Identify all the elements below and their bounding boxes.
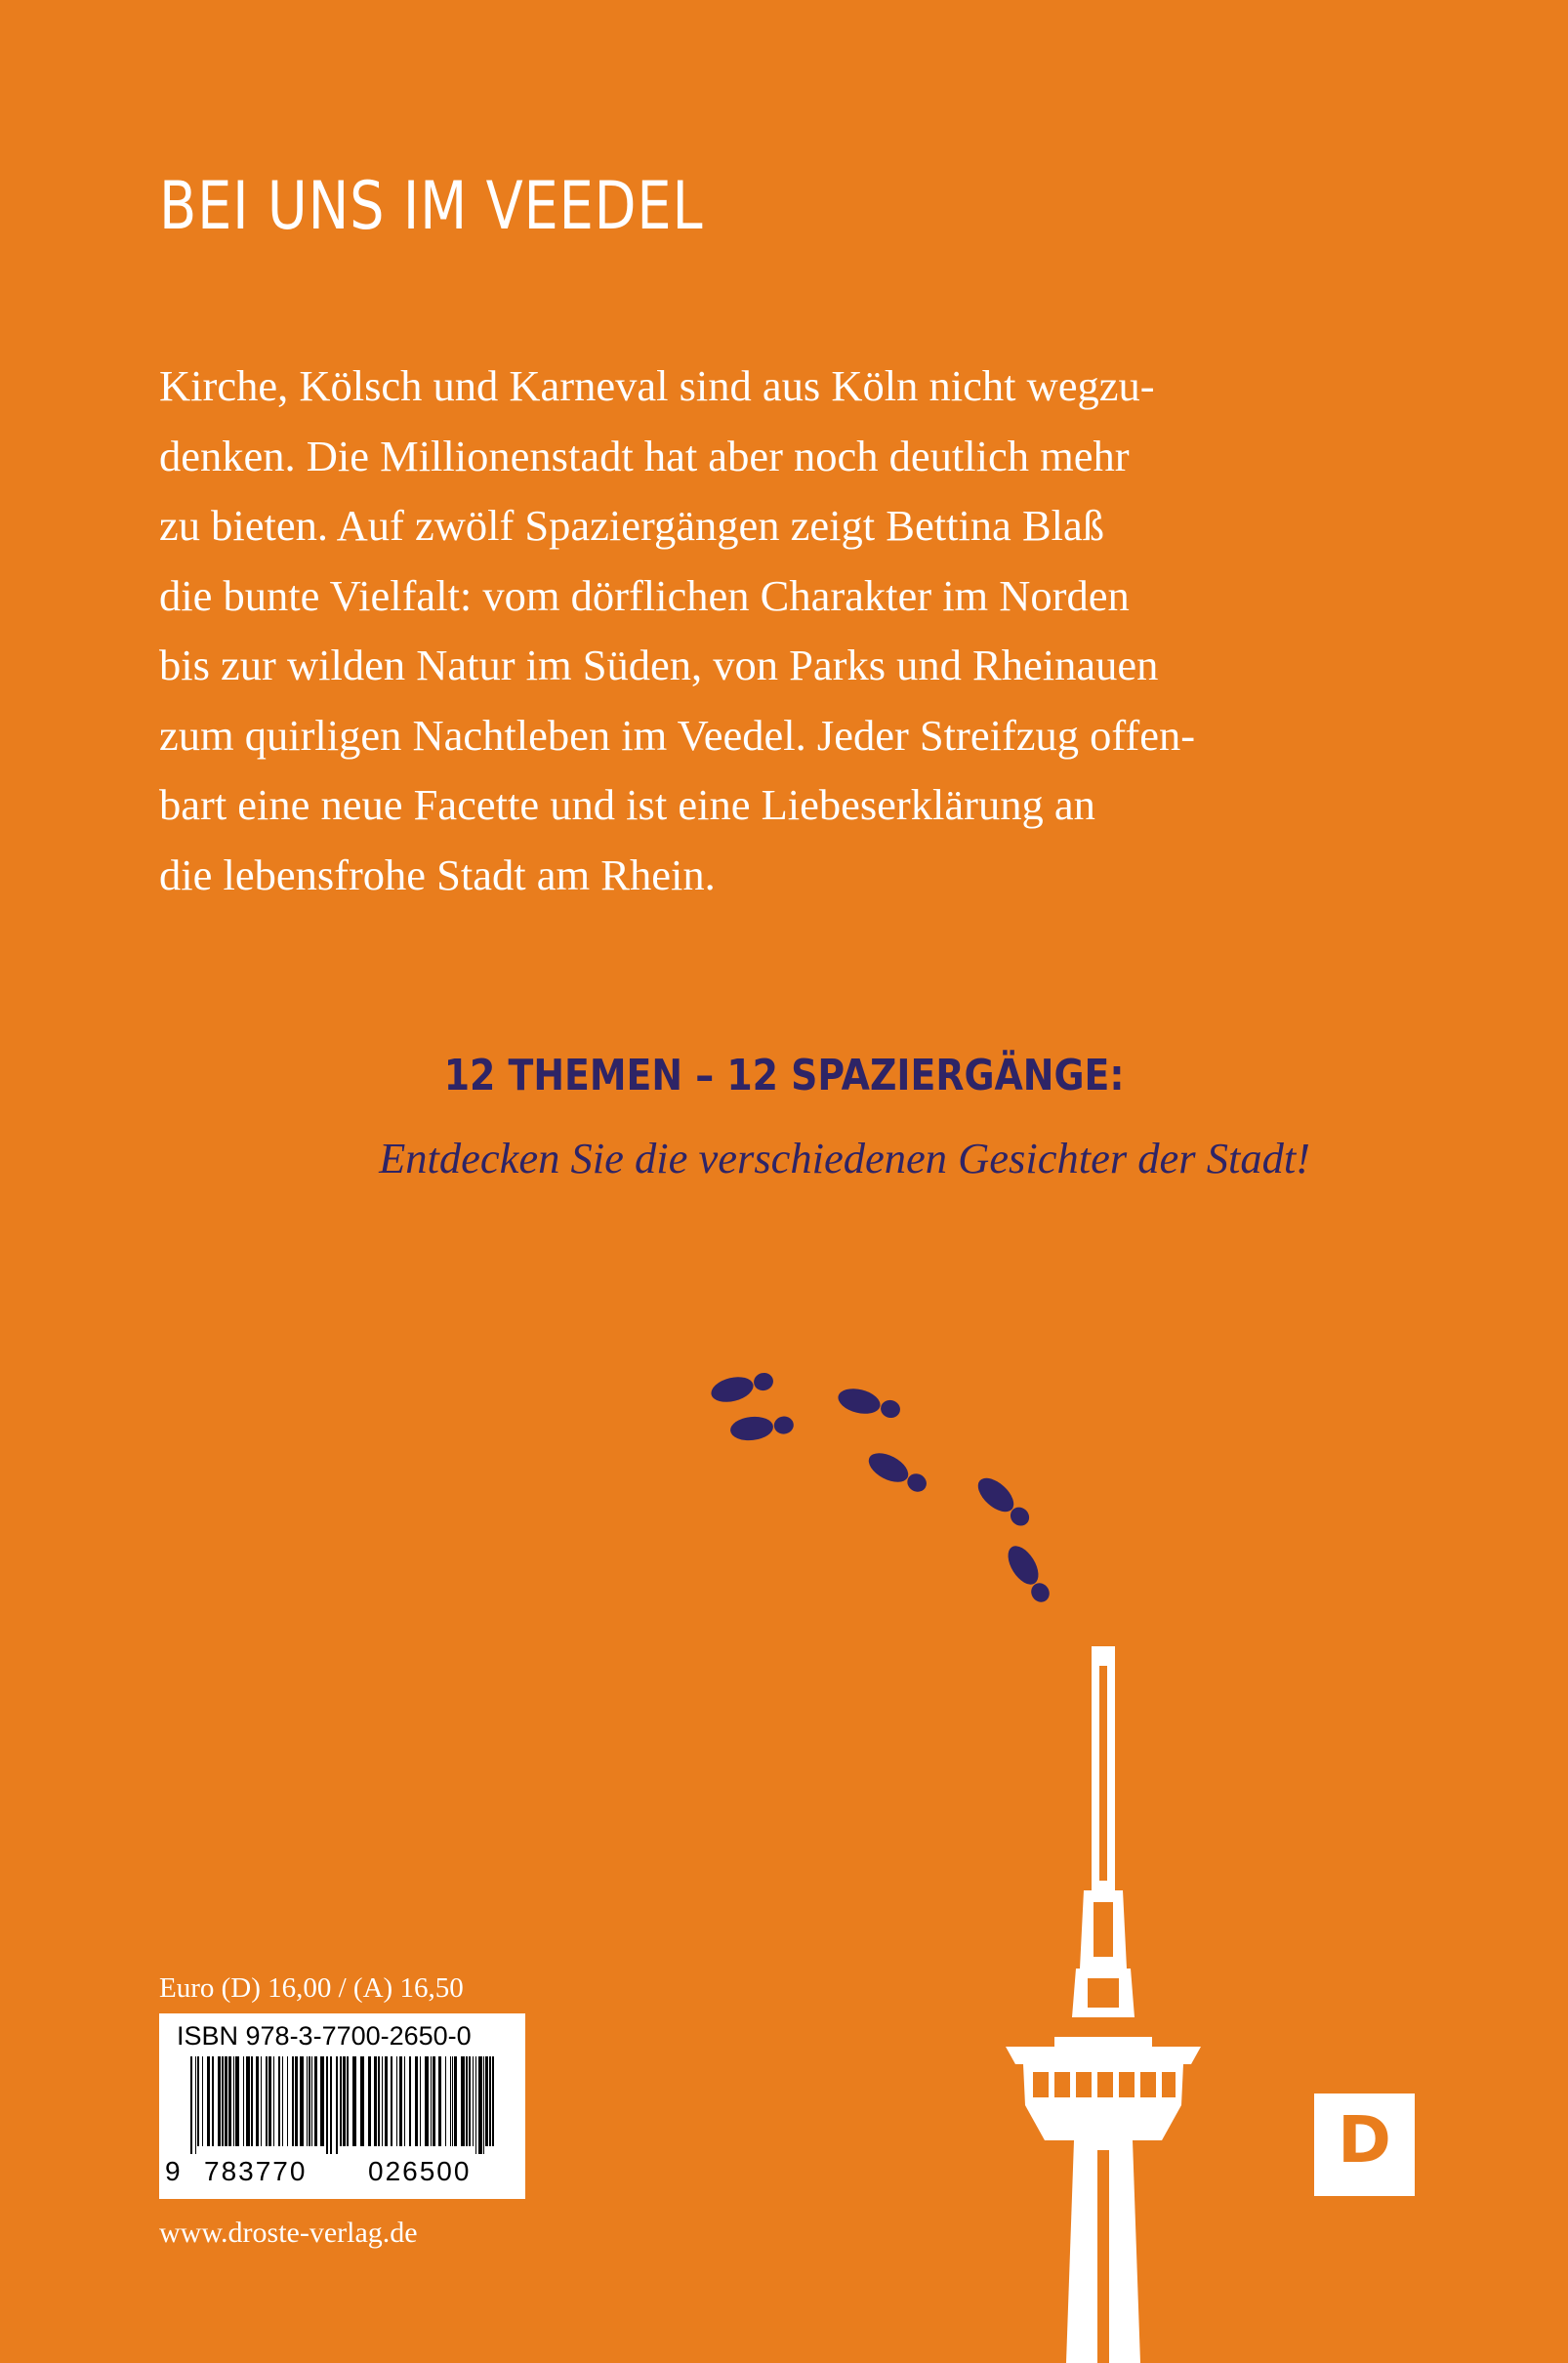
blurb-text bbox=[159, 352, 1428, 910]
barcode-bar bbox=[295, 2056, 298, 2146]
barcode-icon bbox=[177, 2056, 509, 2154]
barcode-bar bbox=[225, 2056, 227, 2146]
barcode-bar bbox=[445, 2056, 446, 2146]
barcode-bar bbox=[452, 2056, 453, 2146]
barcode-bar bbox=[409, 2056, 411, 2146]
barcode-bar bbox=[256, 2056, 259, 2146]
barcode-bar bbox=[391, 2056, 392, 2146]
footprint bbox=[836, 1385, 903, 1423]
barcode-bar bbox=[336, 2056, 338, 2154]
barcode-bar bbox=[425, 2056, 429, 2146]
barcode-digits bbox=[159, 2156, 525, 2191]
blurb-line: die bunte Vielfalt: vom dörflichen Charakter im Norden bbox=[159, 570, 1130, 620]
barcode-bar bbox=[243, 2056, 244, 2146]
barcode-bar bbox=[378, 2056, 380, 2146]
website-url: www.droste-verlag.de bbox=[159, 2217, 418, 2249]
barcode-bar bbox=[287, 2056, 288, 2146]
footprint bbox=[709, 1368, 776, 1406]
blurb-line: die lebensfrohe Stadt am Rhein. bbox=[159, 850, 716, 899]
subhead-text: 12 THEMEN – 12 SPAZIERGÄNGE: bbox=[443, 1051, 1125, 1100]
barcode-bar bbox=[307, 2056, 308, 2146]
barcode-bar bbox=[431, 2056, 432, 2146]
barcode-digits-right: 026500 bbox=[368, 2156, 472, 2186]
barcode-bar bbox=[212, 2056, 214, 2146]
barcode-bar bbox=[292, 2056, 294, 2146]
barcode-bar bbox=[347, 2056, 349, 2146]
barcode-bar bbox=[396, 2056, 397, 2146]
barcode-bar bbox=[340, 2056, 342, 2146]
barcode-bar bbox=[352, 2056, 356, 2146]
barcode-bar bbox=[385, 2056, 388, 2146]
barcode-bar bbox=[360, 2056, 364, 2146]
barcode-bar bbox=[478, 2056, 482, 2154]
barcode-bar bbox=[246, 2056, 250, 2146]
barcode-bar bbox=[475, 2056, 476, 2154]
barcode-bar bbox=[485, 2056, 488, 2146]
blurb-line: denken. Die Millionenstadt hat aber noch deutlich mehr bbox=[159, 431, 1130, 480]
footprint bbox=[864, 1447, 931, 1498]
barcode-bar bbox=[461, 2056, 465, 2146]
barcode-digit-first: 9 bbox=[165, 2156, 183, 2186]
barcode-bar bbox=[382, 2056, 383, 2146]
barcode-bar bbox=[228, 2056, 231, 2146]
barcode-bar bbox=[233, 2056, 234, 2146]
barcode-box bbox=[159, 2013, 525, 2199]
barcode-bar bbox=[300, 2056, 304, 2146]
barcode-bar bbox=[235, 2056, 239, 2146]
barcode-digits-left: 783770 bbox=[204, 2156, 308, 2186]
tv-tower-icon bbox=[996, 1646, 1211, 2363]
barcode-bar bbox=[433, 2056, 435, 2146]
footprint bbox=[729, 1413, 795, 1443]
barcode-bar bbox=[483, 2056, 484, 2154]
barcode-bar bbox=[273, 2056, 274, 2146]
barcode-bar bbox=[251, 2056, 253, 2146]
barcode-bar bbox=[450, 2056, 451, 2146]
footprint bbox=[972, 1472, 1035, 1531]
barcode-bar bbox=[261, 2056, 262, 2146]
footprints-icon bbox=[654, 1352, 1103, 1636]
barcode-bar bbox=[207, 2056, 210, 2146]
barcode-bar bbox=[469, 2056, 471, 2146]
barcode-bar bbox=[438, 2056, 441, 2146]
barcode-bar bbox=[374, 2056, 377, 2146]
barcode-bar bbox=[399, 2056, 402, 2146]
isbn-label: ISBN 978-3-7700-2650-0 bbox=[177, 2021, 472, 2051]
subhead bbox=[0, 1051, 1568, 1100]
barcode-bar bbox=[368, 2056, 371, 2146]
barcode-bar bbox=[268, 2056, 271, 2146]
blurb-line: bart eine neue Facette und ist eine Liebeserklärung an bbox=[159, 780, 1095, 829]
blurb-line: zum quirligen Nachtleben im Veedel. Jeder Streifzug offen- bbox=[159, 710, 1196, 760]
barcode-bar bbox=[278, 2056, 280, 2146]
barcode-bar bbox=[489, 2056, 491, 2146]
footprint bbox=[1002, 1541, 1055, 1607]
barcode-bar bbox=[404, 2056, 405, 2146]
barcode-bar bbox=[190, 2056, 192, 2154]
price-label: Euro (D) 16,00 / (A) 16,50 bbox=[159, 1972, 464, 2004]
barcode-bar bbox=[454, 2056, 457, 2146]
barcode-bar bbox=[330, 2056, 332, 2154]
barcode-bar bbox=[282, 2056, 283, 2146]
blurb-line: Kirche, Kölsch und Karneval sind aus Köln nicht wegzu- bbox=[159, 361, 1155, 410]
barcode-bar bbox=[320, 2056, 324, 2146]
barcode-bar bbox=[311, 2056, 312, 2146]
barcode-bar bbox=[473, 2056, 474, 2146]
barcode-bar bbox=[222, 2056, 224, 2146]
tagline: Entdecken Sie die verschiedenen Gesichter der Stadt! bbox=[379, 1134, 1310, 1182]
barcode-bar bbox=[314, 2056, 317, 2146]
barcode-bar bbox=[420, 2056, 421, 2146]
blurb-line: zu bieten. Auf zwölf Spaziergängen zeigt Bettina Blaß bbox=[159, 501, 1104, 550]
barcode-bar bbox=[197, 2056, 199, 2146]
publisher-logo: D bbox=[1314, 2094, 1415, 2196]
barcode-bar bbox=[202, 2056, 203, 2146]
barcode-bar bbox=[326, 2056, 328, 2154]
barcode-bar bbox=[218, 2056, 221, 2146]
cover-title: BEI UNS IM VEEDEL bbox=[159, 168, 704, 245]
barcode-bar bbox=[309, 2056, 310, 2146]
barcode-bar bbox=[266, 2056, 268, 2146]
barcode-bar bbox=[492, 2056, 494, 2146]
barcode-bar bbox=[466, 2056, 468, 2146]
blurb-line: bis zur wilden Natur im Süden, von Parks und Rheinauen bbox=[159, 641, 1159, 689]
barcode-bar bbox=[415, 2056, 418, 2146]
barcode-bar bbox=[343, 2056, 346, 2146]
barcode-bar bbox=[195, 2056, 196, 2154]
